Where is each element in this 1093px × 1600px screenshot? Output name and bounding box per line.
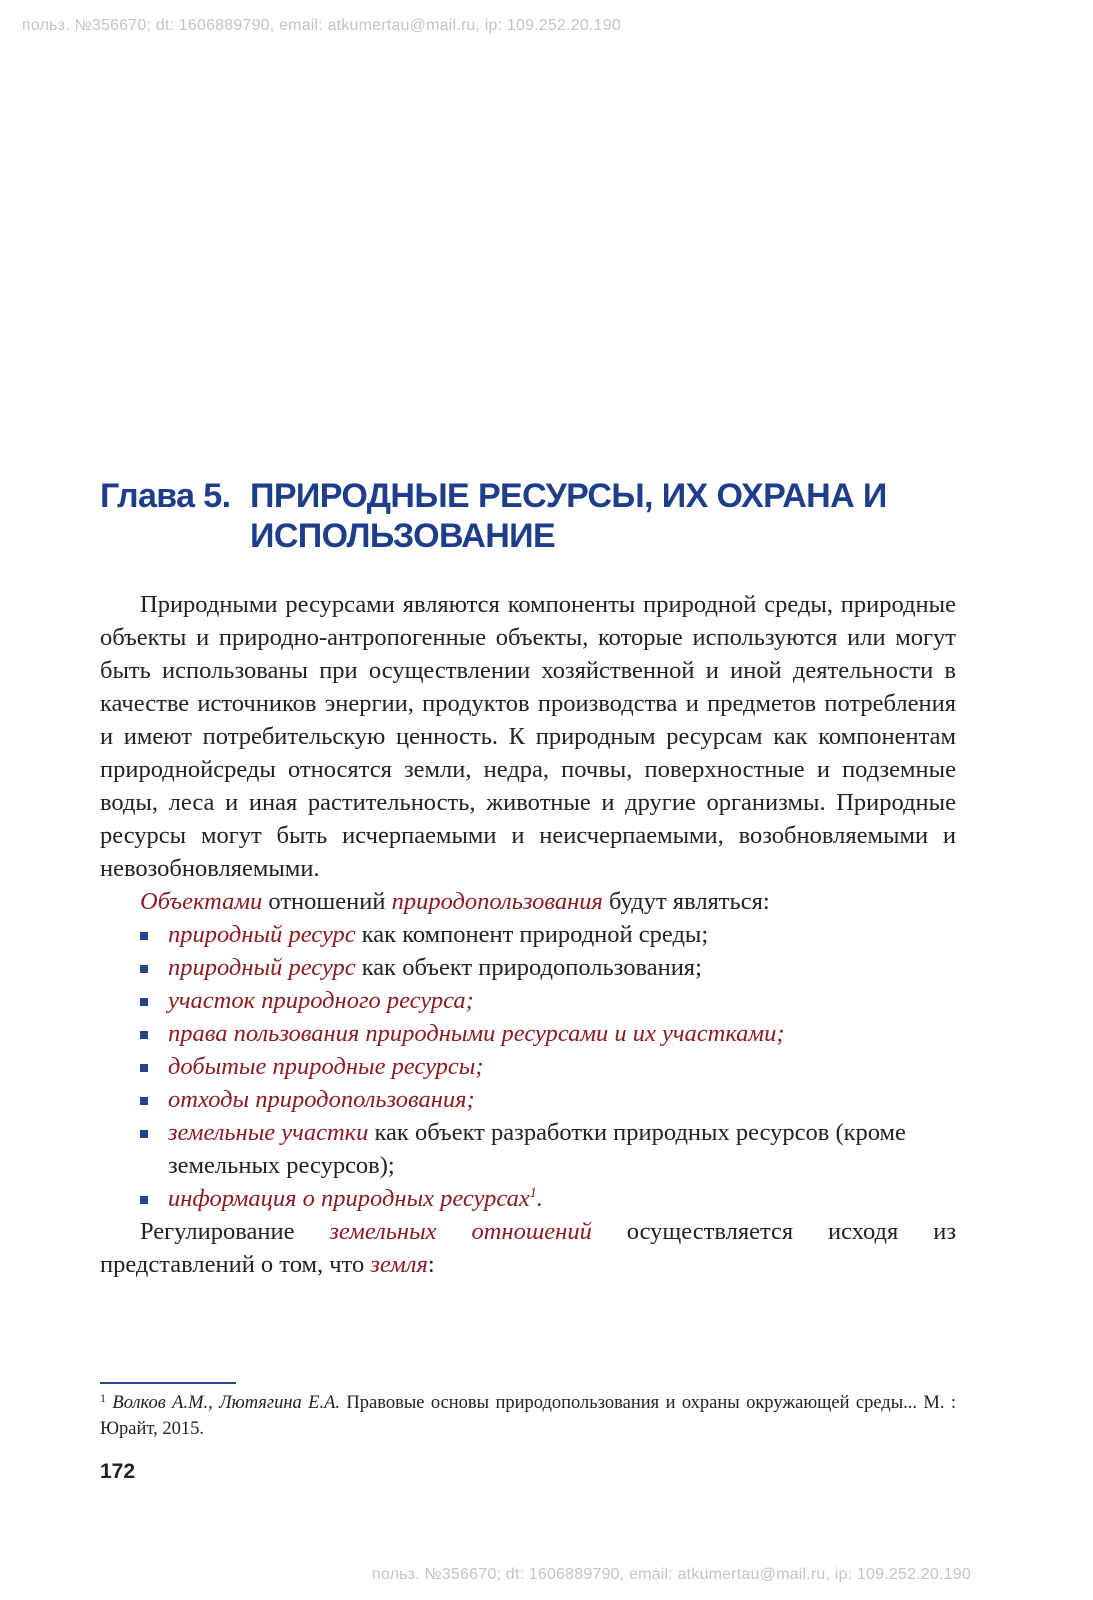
paragraph-text: осуществляется исходя из представлений о том, что: [100, 1218, 957, 1278]
list-item-term-text: информация о природных ресурсах: [168, 1185, 530, 1212]
list-item: [100, 1050, 956, 1083]
list-item: [100, 1017, 956, 1050]
watermark-bottom: польз. №356670; dt: 1606889790, email: atkumertau@mail.ru, ip: 109.252.20.190: [372, 1566, 971, 1583]
term-land-relations: земельных отношений: [329, 1218, 592, 1245]
list-item: [100, 951, 956, 984]
list-item: [100, 984, 956, 1017]
list-item-term: добытые природные ресурсы;: [168, 1053, 484, 1080]
paragraph-objects-intro: [100, 885, 956, 918]
paragraph-text: :: [427, 1251, 435, 1278]
footnote-authors: Волков А.М., Лютягина Е.А.: [112, 1393, 341, 1413]
watermark-top: польз. №356670; dt: 1606889790, email: atkumertau@mail.ru, ip: 109.252.20.190: [22, 17, 621, 34]
body-text: [100, 588, 956, 1281]
list-item-text: как объект природопользования;: [355, 954, 702, 981]
chapter-number: Глава 5.: [100, 477, 231, 515]
list-item: [100, 918, 956, 951]
paragraph-text: Регулирование: [140, 1218, 330, 1245]
bullet-square-icon: [140, 1097, 148, 1105]
list-item: [100, 1083, 956, 1116]
list-item-term: природный ресурс: [168, 921, 356, 948]
list-item-term: земельные участки: [168, 1119, 369, 1146]
footnote-marker: 1: [100, 1391, 106, 1405]
list-item-text: как объект разработки природных ресурсов (кроме земельных ресурсов);: [168, 1119, 906, 1179]
term-nature-use: природопользования: [391, 888, 603, 915]
objects-list: [100, 918, 956, 1215]
paragraph-land-regulation: [100, 1215, 956, 1281]
list-item-text: как компонент природной среды;: [355, 921, 709, 948]
bullet-square-icon: [140, 932, 148, 940]
bullet-square-icon: [140, 1031, 148, 1039]
list-item-term: природный ресурс: [168, 954, 356, 981]
chapter-title: ПРИРОДНЫЕ РЕСУРСЫ, ИХ ОХРАНА И ИСПОЛЬЗОВАНИЕ: [250, 477, 887, 555]
list-item-term: права пользования природными ресурсами и их участками;: [168, 1020, 785, 1047]
footnote-divider: [100, 1382, 236, 1384]
page-number: 172: [100, 1460, 136, 1483]
paragraph-definition: Природными ресурсами являются компоненты природной среды, природные объекты и природно-антропогенные объекты, которые используются или могут быть использованы при осуществлении хозяйственной и иной деятельности в качестве источников энергии, продуктов производства и предметов потребления и имеют потребительскую ценность. К природным ресурсам как компонентам природнойсреды относятся земли, недра, почвы, поверхностные и подземные воды, леса и иная растительность, животные и другие организмы. Природные ресурсы могут быть исчерпаемыми и неисчерпаемыми, возобновляемыми и невозобновляемыми.: [100, 591, 956, 882]
bullet-square-icon: [140, 1196, 148, 1204]
term-land: земля: [370, 1251, 428, 1278]
bullet-square-icon: [140, 1064, 148, 1072]
bullet-square-icon: [140, 965, 148, 973]
list-item-term-end: .: [536, 1185, 543, 1212]
list-item-term: отходы природопользования;: [168, 1086, 475, 1113]
paragraph-text: будут являться:: [602, 888, 770, 915]
list-item-term: участок природного ресурса;: [168, 987, 474, 1014]
footnote: [100, 1390, 956, 1442]
list-item-term: [168, 1185, 543, 1212]
list-item: [100, 1182, 956, 1215]
paragraph-text: отношений: [262, 888, 392, 915]
bullet-square-icon: [140, 1130, 148, 1138]
footnote-text: Правовые основы природопользования и охраны окружающей среды... М. : Юрайт, 2015.: [100, 1393, 957, 1439]
footnote-ref-link[interactable]: 1: [529, 1186, 537, 1201]
term-objects: Объектами: [140, 888, 263, 915]
list-item: [100, 1116, 956, 1182]
bullet-square-icon: [140, 998, 148, 1006]
